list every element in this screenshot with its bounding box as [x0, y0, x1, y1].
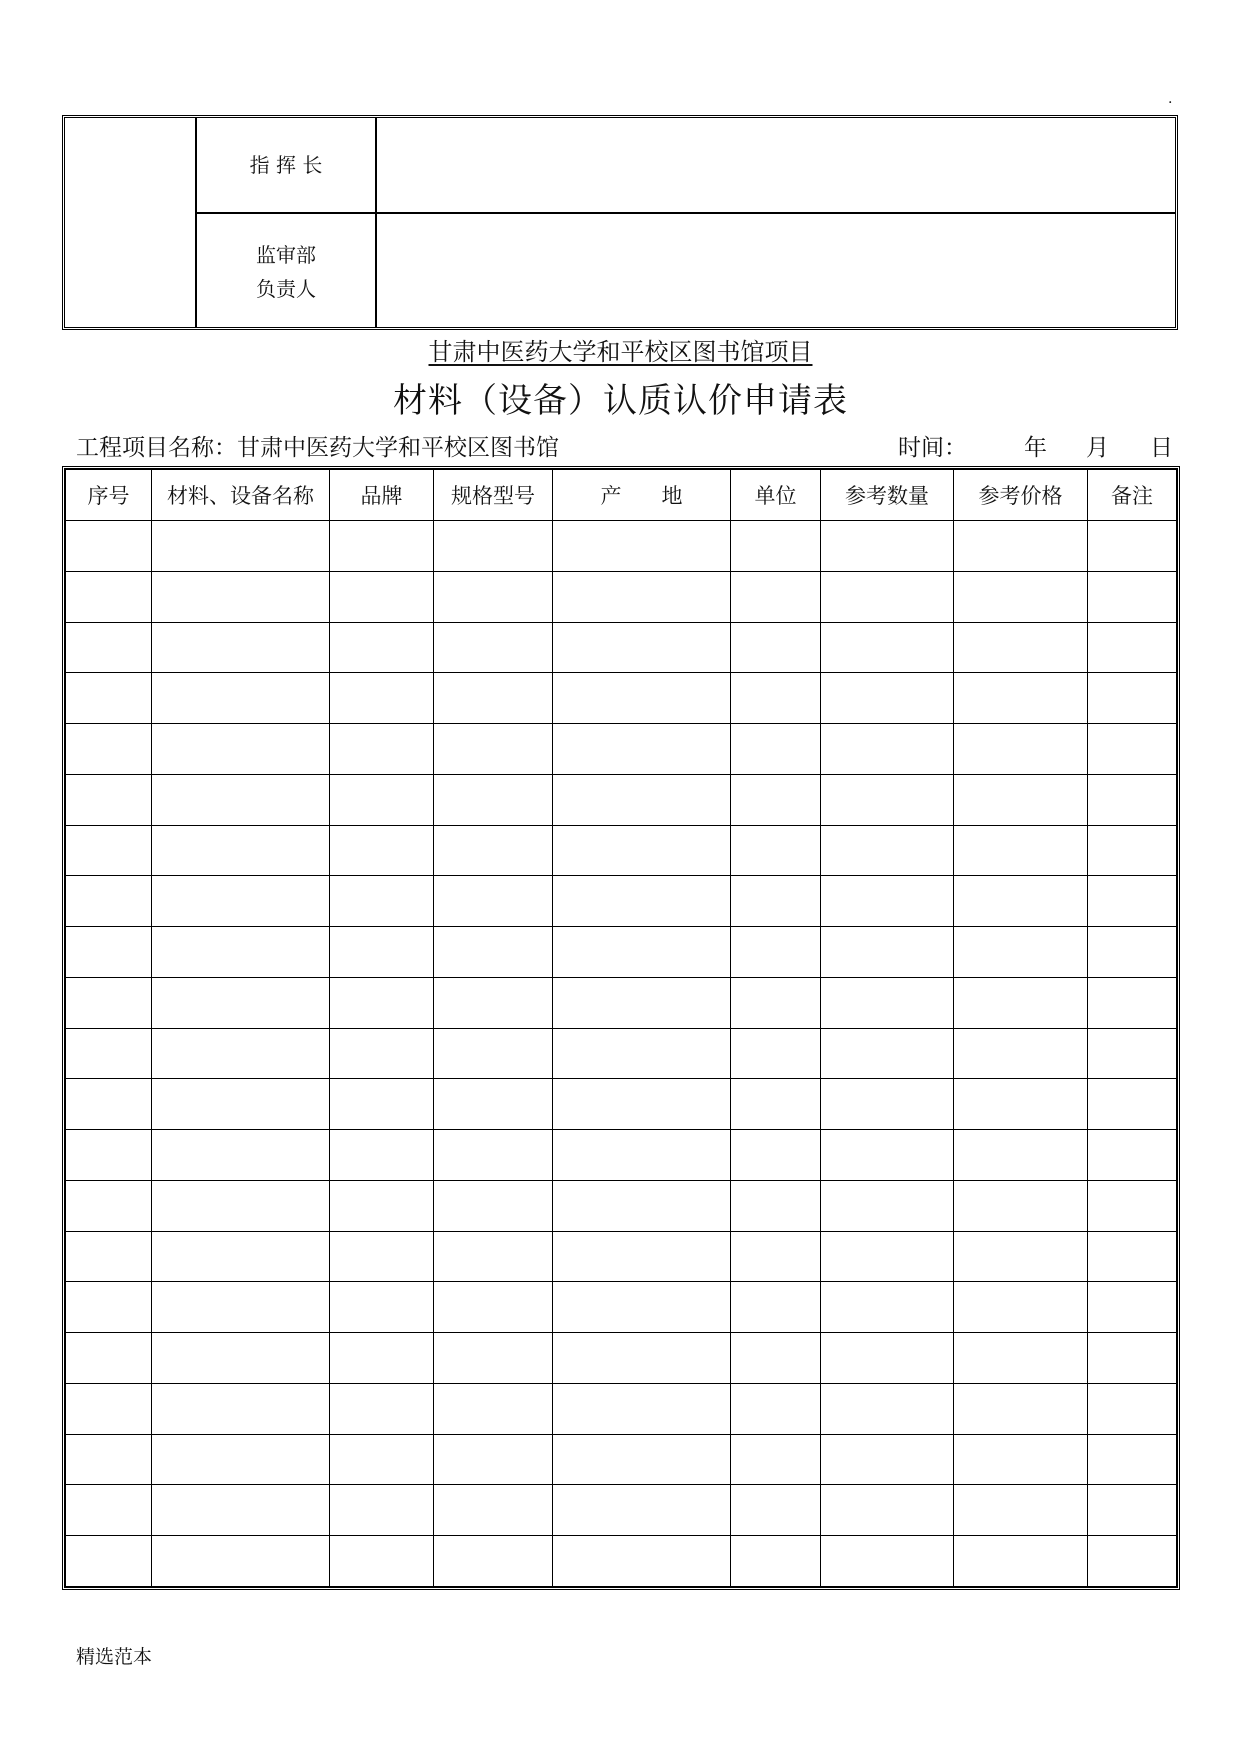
- cell-quantity[interactable]: [821, 774, 954, 825]
- cell-name[interactable]: [152, 622, 330, 673]
- cell-brand[interactable]: [330, 825, 434, 876]
- cell-price[interactable]: [954, 927, 1088, 978]
- header-unit: 单位: [731, 470, 821, 521]
- cell-brand[interactable]: [330, 1079, 434, 1130]
- table-row: [66, 1485, 1177, 1536]
- cell-spec[interactable]: [434, 927, 553, 978]
- cell-remark[interactable]: [1088, 927, 1177, 978]
- cell-index[interactable]: [66, 1282, 152, 1333]
- cell-remark[interactable]: [1088, 1130, 1177, 1181]
- cell-origin[interactable]: [553, 1485, 731, 1536]
- cell-origin[interactable]: [553, 825, 731, 876]
- cell-unit[interactable]: [731, 1231, 821, 1282]
- cell-spec[interactable]: [434, 876, 553, 927]
- month-label: 月: [1086, 435, 1109, 461]
- cell-quantity[interactable]: [821, 1079, 954, 1130]
- cell-origin[interactable]: [553, 1333, 731, 1384]
- supervision-dept-label-line1: 监审部: [256, 243, 316, 267]
- cell-brand[interactable]: [330, 1383, 434, 1434]
- header-price: 参考价格: [954, 470, 1088, 521]
- cell-index[interactable]: [66, 1079, 152, 1130]
- cell-index[interactable]: [66, 1180, 152, 1231]
- cell-unit[interactable]: [731, 1536, 821, 1587]
- cell-brand[interactable]: [330, 1028, 434, 1079]
- cell-unit[interactable]: [731, 724, 821, 775]
- project-header: [0, 335, 1241, 369]
- cell-name[interactable]: [152, 977, 330, 1028]
- cell-remark[interactable]: [1088, 1180, 1177, 1231]
- cell-index[interactable]: [66, 1434, 152, 1485]
- table-row: [66, 1434, 1177, 1485]
- cell-unit[interactable]: [731, 521, 821, 572]
- cell-index[interactable]: [66, 724, 152, 775]
- cell-remark[interactable]: [1088, 673, 1177, 724]
- cell-unit[interactable]: [731, 622, 821, 673]
- cell-quantity[interactable]: [821, 1434, 954, 1485]
- cell-index[interactable]: [66, 1231, 152, 1282]
- supervision-dept-label: [197, 238, 375, 306]
- cell-name[interactable]: [152, 1231, 330, 1282]
- cell-quantity[interactable]: [821, 977, 954, 1028]
- cell-quantity[interactable]: [821, 876, 954, 927]
- cell-index[interactable]: [66, 825, 152, 876]
- cell-spec[interactable]: [434, 1028, 553, 1079]
- cell-remark[interactable]: [1088, 876, 1177, 927]
- cell-quantity[interactable]: [821, 1231, 954, 1282]
- cell-origin[interactable]: [553, 1282, 731, 1333]
- cell-unit[interactable]: [731, 1383, 821, 1434]
- cell-origin[interactable]: [553, 1130, 731, 1181]
- header-brand: 品牌: [330, 470, 434, 521]
- cell-unit[interactable]: [731, 977, 821, 1028]
- table-row: [66, 1383, 1177, 1434]
- header-origin: 产 地: [553, 470, 731, 521]
- cell-brand[interactable]: [330, 622, 434, 673]
- cell-remark[interactable]: [1088, 1079, 1177, 1130]
- cell-brand[interactable]: [330, 876, 434, 927]
- cell-name[interactable]: [152, 1536, 330, 1587]
- cell-brand[interactable]: [330, 1130, 434, 1181]
- table-row: [66, 622, 1177, 673]
- cell-name[interactable]: [152, 1180, 330, 1231]
- cell-unit[interactable]: [731, 1434, 821, 1485]
- cell-remark[interactable]: [1088, 774, 1177, 825]
- year-label: 年: [1024, 435, 1047, 461]
- table-row: [66, 1333, 1177, 1384]
- cell-origin[interactable]: [553, 1536, 731, 1587]
- header-index: 序号: [66, 470, 152, 521]
- cell-remark[interactable]: [1088, 1333, 1177, 1384]
- cell-price[interactable]: [954, 1536, 1088, 1587]
- cell-brand[interactable]: [330, 673, 434, 724]
- cell-price[interactable]: [954, 622, 1088, 673]
- cell-price[interactable]: [954, 876, 1088, 927]
- cell-price[interactable]: [954, 1485, 1088, 1536]
- cell-spec[interactable]: [434, 622, 553, 673]
- header-name: 材料、设备名称: [152, 470, 330, 521]
- cell-index[interactable]: [66, 673, 152, 724]
- material-table: [62, 466, 1180, 1590]
- cell-origin[interactable]: [553, 1079, 731, 1130]
- cell-index[interactable]: [66, 1383, 152, 1434]
- cell-unit[interactable]: [731, 1485, 821, 1536]
- cell-remark[interactable]: [1088, 1231, 1177, 1282]
- cell-name[interactable]: [152, 774, 330, 825]
- project-name: 工程项目名称：甘肃中医药大学和平校区图书馆: [76, 435, 559, 461]
- cell-price[interactable]: [954, 1028, 1088, 1079]
- cell-index[interactable]: [66, 774, 152, 825]
- cell-spec[interactable]: [434, 1079, 553, 1130]
- table-row: [66, 1180, 1177, 1231]
- cell-index[interactable]: [66, 1485, 152, 1536]
- cell-brand[interactable]: [330, 1434, 434, 1485]
- cell-quantity[interactable]: [821, 927, 954, 978]
- cell-spec[interactable]: [434, 1333, 553, 1384]
- cell-brand[interactable]: [330, 1333, 434, 1384]
- cell-quantity[interactable]: [821, 1536, 954, 1587]
- cell-origin[interactable]: [553, 1383, 731, 1434]
- cell-spec[interactable]: [434, 521, 553, 572]
- cell-spec[interactable]: [434, 774, 553, 825]
- cell-unit[interactable]: [731, 1180, 821, 1231]
- cell-unit[interactable]: [731, 1130, 821, 1181]
- cell-price[interactable]: [954, 724, 1088, 775]
- cell-spec[interactable]: [434, 977, 553, 1028]
- table-row: [66, 1130, 1177, 1181]
- cell-price[interactable]: [954, 1231, 1088, 1282]
- cell-unit[interactable]: [731, 1079, 821, 1130]
- table-row: [66, 571, 1177, 622]
- cell-origin[interactable]: [553, 1231, 731, 1282]
- cell-quantity[interactable]: [821, 724, 954, 775]
- cell-index[interactable]: [66, 1028, 152, 1079]
- cell-remark[interactable]: [1088, 724, 1177, 775]
- cell-brand[interactable]: [330, 774, 434, 825]
- cell-remark[interactable]: [1088, 1028, 1177, 1079]
- cell-origin[interactable]: [553, 622, 731, 673]
- approval-table: [62, 115, 1178, 330]
- cell-origin[interactable]: [553, 1434, 731, 1485]
- cell-name[interactable]: [152, 673, 330, 724]
- cell-index[interactable]: [66, 1333, 152, 1384]
- cell-quantity[interactable]: [821, 1485, 954, 1536]
- cell-unit[interactable]: [731, 673, 821, 724]
- table-row: [66, 825, 1177, 876]
- cell-price[interactable]: [954, 1130, 1088, 1181]
- table-row: [66, 724, 1177, 775]
- table-row: [66, 1028, 1177, 1079]
- table-row: [66, 521, 1177, 572]
- cell-origin[interactable]: [553, 774, 731, 825]
- commander-signature-field[interactable]: [377, 118, 1175, 212]
- table-header-row: [66, 470, 1177, 521]
- cell-index[interactable]: [66, 622, 152, 673]
- cell-price[interactable]: [954, 1180, 1088, 1231]
- cell-index[interactable]: [66, 1536, 152, 1587]
- cell-index[interactable]: [66, 571, 152, 622]
- table-row: [66, 977, 1177, 1028]
- cell-brand[interactable]: [330, 1485, 434, 1536]
- cell-index[interactable]: [66, 521, 152, 572]
- cell-origin[interactable]: [553, 977, 731, 1028]
- cell-price[interactable]: [954, 977, 1088, 1028]
- cell-price[interactable]: [954, 774, 1088, 825]
- cell-index[interactable]: [66, 876, 152, 927]
- cell-spec[interactable]: [434, 1485, 553, 1536]
- cell-name[interactable]: [152, 1434, 330, 1485]
- cell-name[interactable]: [152, 724, 330, 775]
- cell-spec[interactable]: [434, 724, 553, 775]
- cell-brand[interactable]: [330, 977, 434, 1028]
- cell-remark[interactable]: [1088, 1282, 1177, 1333]
- cell-spec[interactable]: [434, 825, 553, 876]
- cell-quantity[interactable]: [821, 1282, 954, 1333]
- table-row: [66, 673, 1177, 724]
- footer-note: 精选范本: [76, 1646, 153, 1668]
- cell-remark[interactable]: [1088, 1485, 1177, 1536]
- cell-quantity[interactable]: [821, 1130, 954, 1181]
- header-spec: 规格型号: [434, 470, 553, 521]
- cell-unit[interactable]: [731, 774, 821, 825]
- cell-spec[interactable]: [434, 1282, 553, 1333]
- cell-brand[interactable]: [330, 1536, 434, 1587]
- table-row: [66, 1536, 1177, 1587]
- form-title: 材料（设备）认质认价申请表: [393, 381, 848, 421]
- cell-brand[interactable]: [330, 1180, 434, 1231]
- cell-quantity[interactable]: [821, 1180, 954, 1231]
- cell-name[interactable]: [152, 1485, 330, 1536]
- cell-remark[interactable]: [1088, 825, 1177, 876]
- cell-origin[interactable]: [553, 927, 731, 978]
- cell-origin[interactable]: [553, 876, 731, 927]
- cell-brand[interactable]: [330, 724, 434, 775]
- cell-name[interactable]: [152, 876, 330, 927]
- corner-mark: .: [1168, 91, 1173, 107]
- cell-remark[interactable]: [1088, 521, 1177, 572]
- cell-origin[interactable]: [553, 673, 731, 724]
- cell-quantity[interactable]: [821, 1028, 954, 1079]
- cell-index[interactable]: [66, 977, 152, 1028]
- cell-name[interactable]: [152, 1282, 330, 1333]
- cell-origin[interactable]: [553, 1180, 731, 1231]
- cell-spec[interactable]: [434, 1536, 553, 1587]
- commander-label: 指 挥 长: [249, 153, 323, 177]
- cell-remark[interactable]: [1088, 977, 1177, 1028]
- cell-brand[interactable]: [330, 1231, 434, 1282]
- cell-quantity[interactable]: [821, 825, 954, 876]
- cell-quantity[interactable]: [821, 673, 954, 724]
- cell-price[interactable]: [954, 1333, 1088, 1384]
- day-label: 日: [1150, 435, 1173, 461]
- header-quantity: 参考数量: [821, 470, 954, 521]
- table-row: [66, 927, 1177, 978]
- cell-brand[interactable]: [330, 927, 434, 978]
- cell-spec[interactable]: [434, 1180, 553, 1231]
- cell-spec[interactable]: [434, 1130, 553, 1181]
- cell-remark[interactable]: [1088, 1536, 1177, 1587]
- cell-brand[interactable]: [330, 521, 434, 572]
- cell-quantity[interactable]: [821, 521, 954, 572]
- cell-unit[interactable]: [731, 1333, 821, 1384]
- cell-name[interactable]: [152, 1333, 330, 1384]
- cell-remark[interactable]: [1088, 1383, 1177, 1434]
- cell-spec[interactable]: [434, 1383, 553, 1434]
- cell-remark[interactable]: [1088, 622, 1177, 673]
- cell-name[interactable]: [152, 1130, 330, 1181]
- cell-index[interactable]: [66, 927, 152, 978]
- cell-price[interactable]: [954, 1434, 1088, 1485]
- cell-unit[interactable]: [731, 1282, 821, 1333]
- cell-price[interactable]: [954, 673, 1088, 724]
- cell-quantity[interactable]: [821, 571, 954, 622]
- cell-spec[interactable]: [434, 673, 553, 724]
- supervision-signature-field[interactable]: [377, 214, 1175, 327]
- cell-unit[interactable]: [731, 876, 821, 927]
- table-row: [66, 774, 1177, 825]
- supervision-dept-label-line2: 负责人: [256, 277, 316, 301]
- time-label: 时间：: [898, 435, 967, 461]
- cell-spec[interactable]: [434, 571, 553, 622]
- cell-index[interactable]: [66, 1130, 152, 1181]
- cell-name[interactable]: [152, 825, 330, 876]
- cell-origin[interactable]: [553, 521, 731, 572]
- cell-brand[interactable]: [330, 571, 434, 622]
- cell-price[interactable]: [954, 571, 1088, 622]
- table-row: [66, 876, 1177, 927]
- table-row: [66, 1282, 1177, 1333]
- cell-name[interactable]: [152, 927, 330, 978]
- project-header-text: 甘肃中医药大学和平校区图书馆项目: [428, 338, 813, 366]
- cell-quantity[interactable]: [821, 1333, 954, 1384]
- cell-unit[interactable]: [731, 927, 821, 978]
- cell-price[interactable]: [954, 521, 1088, 572]
- cell-origin[interactable]: [553, 1028, 731, 1079]
- header-remark: 备注: [1088, 470, 1177, 521]
- cell-price[interactable]: [954, 1079, 1088, 1130]
- cell-quantity[interactable]: [821, 622, 954, 673]
- cell-origin[interactable]: [553, 571, 731, 622]
- cell-spec[interactable]: [434, 1434, 553, 1485]
- cell-remark[interactable]: [1088, 1434, 1177, 1485]
- table-row: [66, 1231, 1177, 1282]
- cell-origin[interactable]: [553, 724, 731, 775]
- cell-unit[interactable]: [731, 1028, 821, 1079]
- cell-brand[interactable]: [330, 1282, 434, 1333]
- cell-unit[interactable]: [731, 571, 821, 622]
- cell-name[interactable]: [152, 571, 330, 622]
- cell-price[interactable]: [954, 1383, 1088, 1434]
- cell-price[interactable]: [954, 825, 1088, 876]
- cell-name[interactable]: [152, 1383, 330, 1434]
- cell-spec[interactable]: [434, 1231, 553, 1282]
- cell-name[interactable]: [152, 1079, 330, 1130]
- table-row: [66, 1079, 1177, 1130]
- cell-unit[interactable]: [731, 825, 821, 876]
- cell-quantity[interactable]: [821, 1383, 954, 1434]
- cell-name[interactable]: [152, 1028, 330, 1079]
- cell-price[interactable]: [954, 1282, 1088, 1333]
- cell-name[interactable]: [152, 521, 330, 572]
- cell-remark[interactable]: [1088, 571, 1177, 622]
